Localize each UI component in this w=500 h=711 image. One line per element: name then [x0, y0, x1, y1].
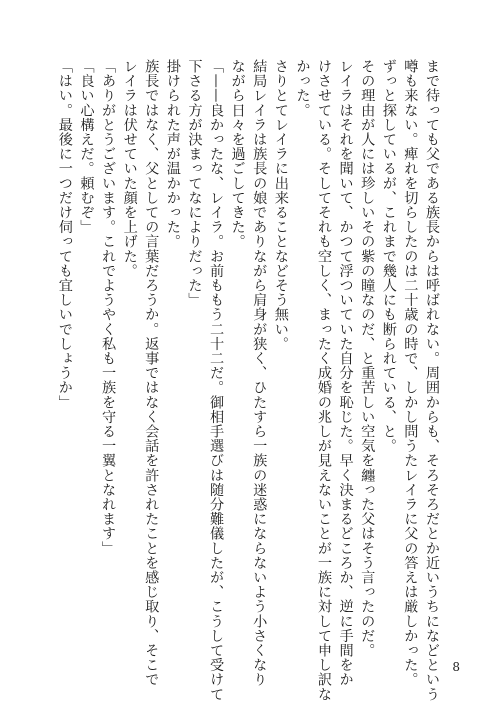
page-number: 8 [452, 660, 460, 674]
text-line: まで待っても父である族長からは呼ばれない。周囲からも、そろそろだとか近いうちになどという [424, 59, 440, 702]
text-line: ながら日々を過ごしてきた。 [229, 59, 246, 249]
text-line: 結局レイラは族長の娘でありながら肩身が狭く、ひたすら一族の迷惑にならないよう小さくなり [251, 59, 268, 687]
text-line: その理由が人には珍しいその紫の瞳なのだ、と重苦しい空気を纏った父はそう言ったのだ。 [359, 59, 376, 658]
text-line: 「はい。最後に一つだけ伺っても宜しいでしょうか」 [56, 59, 73, 410]
text-line: 下さる方が決まってなによりだった」 [186, 59, 203, 308]
text-line: レイラはそれを聞いて、かつて浮ついていた自分を恥じた。早く決まるどころか、逆に手間をか [337, 59, 354, 687]
text-line: レイラは伏せていた顔を上げた。 [121, 59, 138, 278]
text-line: けさせている。そしてそれも空しく、まったく成婚の兆しが見えないことが一族に対して申し訳な [316, 59, 333, 702]
text-line: かった。 [294, 59, 311, 118]
text-line: ずっと探しているが、これまで幾人にも断られている、と。 [380, 59, 397, 454]
text-line: 「——良かったな、レイラ。お前ももう二十二だ。御相手選びは随分難儀したが、こうして受けて [208, 59, 225, 702]
text-line: 「良い心構えだ。頼むぞ」 [78, 59, 95, 235]
text-line: 噂も来ない。痺れを切らしたのは二十歳の時で、しかし問うたレイラに父の答えは厳しかった。 [402, 59, 419, 687]
text-line: 族長ではなく、父としての言葉だろうか。返事ではなく会話を許されたことを感じ取り、そこで [143, 59, 160, 687]
text-line: 「ありがとうございます。これでようやく私も一族を守る一翼となれます」 [100, 59, 117, 556]
text-line: さりとてレイラに出来ることなどそう無い。 [272, 59, 289, 351]
text-line: 掛けられた声が温かかった。 [164, 59, 181, 249]
body-text [53, 59, 442, 702]
